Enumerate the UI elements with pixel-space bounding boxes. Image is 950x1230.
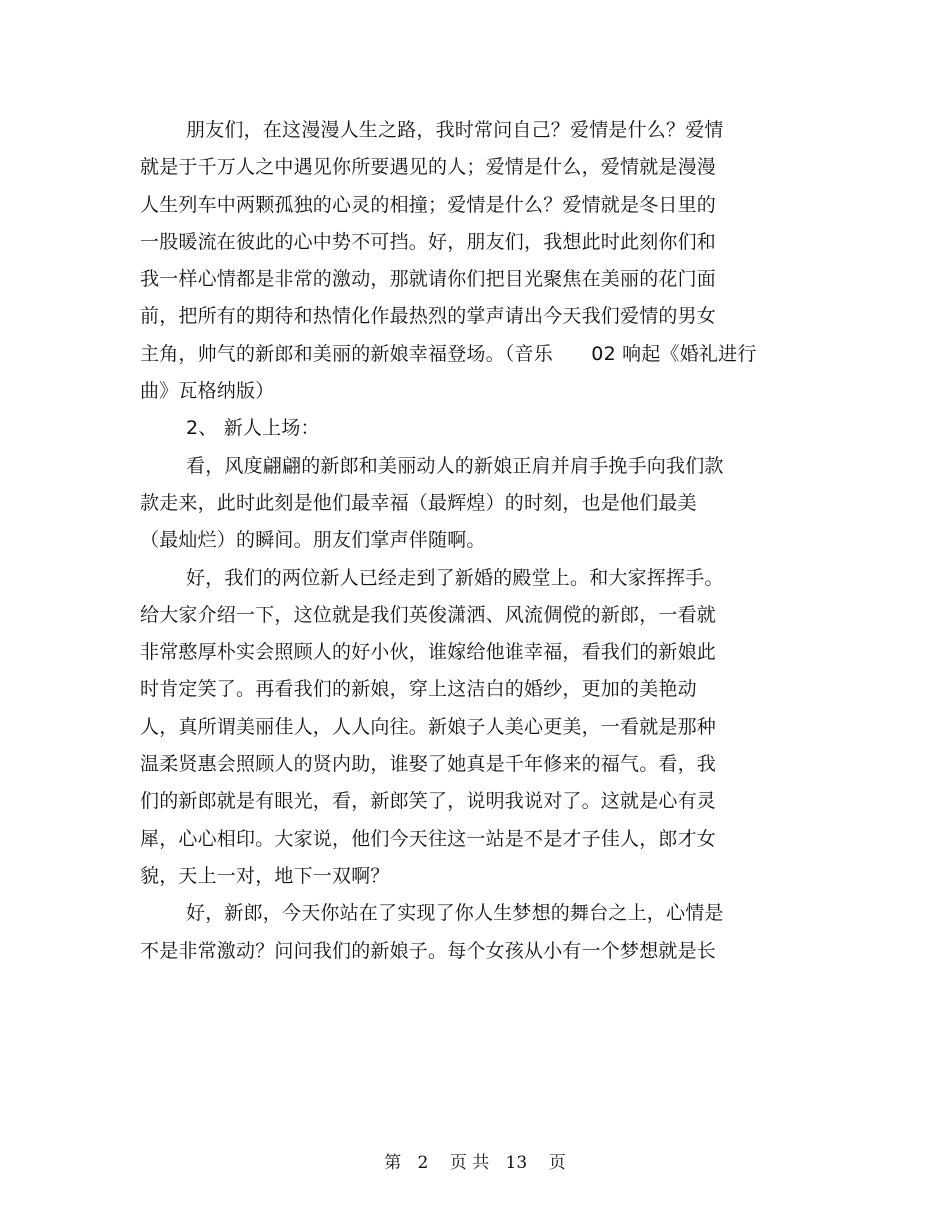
paragraph-line: 就是于千万人之中遇见你所要遇见的人；爱情是什么，爱情就是漫漫 — [140, 156, 717, 179]
page-footer — [0, 1150, 950, 1176]
paragraph-line: （最灿烂）的瞬间。朋友们掌声伴随啊。 — [140, 529, 486, 552]
paragraph-line: 人生列车中两颗孤独的心灵的相撞；爱情是什么？爱情就是冬日里的 — [140, 193, 717, 216]
total-pages-number: 13 — [505, 1153, 528, 1173]
paragraph-line: 看，风度翩翩的新郎和美丽动人的新娘正肩并肩手挽手向我们款 — [186, 454, 724, 477]
page-label-prefix: 第 — [384, 1153, 402, 1173]
paragraph-line: 貌，天上一对，地下一双啊？ — [140, 864, 390, 887]
paragraph-line: 朋友们，在这漫漫人生之路，我时常问自己？爱情是什么？爱情 — [186, 119, 724, 141]
paragraph-line: 温柔贤惠会照顾人的贤内助，谁娶了她真是千年修来的福气。看，我 — [140, 753, 717, 776]
page-label-suffix: 页 — [548, 1153, 566, 1173]
paragraph-line: 主角，帅气的新郎和美丽的新娘幸福登场。（音乐 02 响起《婚礼进行 — [140, 342, 757, 365]
current-page-number: 2 — [417, 1153, 429, 1173]
paragraph-line: 时肯定笑了。再看我们的新娘，穿上这洁白的婚纱，更加的美艳动 — [140, 678, 697, 701]
section-heading: 2、 新人上场： — [186, 417, 320, 440]
paragraph-line: 非常憨厚朴实会照顾人的好小伙，谁嫁给他谁幸福，看我们的新娘此 — [140, 641, 717, 664]
paragraph-line: 我一样心情都是非常的激动，那就请你们把目光聚焦在美丽的花门面 — [140, 268, 717, 291]
paragraph-line: 给大家介绍一下，这位就是我们英俊潇洒、风流倜傥的新郎，一看就 — [140, 603, 717, 626]
paragraph-line: 好，我们的两位新人已经走到了新婚的殿堂上。和大家挥挥手。 — [186, 566, 724, 589]
paragraph-line: 款走来，此时此刻是他们最幸福（最辉煌）的时刻，也是他们最美 — [140, 491, 697, 514]
paragraph-line: 人，真所谓美丽佳人，人人向往。新娘子人美心更美，一看就是那种 — [140, 715, 717, 738]
paragraph-line: 们的新郎就是有眼光，看，新郎笑了，说明我说对了。这就是心有灵 — [140, 790, 717, 813]
paragraph-line: 不是非常激动？问问我们的新娘子。每个女孩从小有一个梦想就是长 — [140, 939, 717, 962]
document-body — [140, 112, 820, 970]
page-label-mid: 页 共 — [449, 1153, 490, 1173]
paragraph-line: 一股暖流在彼此的心中势不可挡。好，朋友们，我想此时此刻你们和 — [140, 230, 717, 253]
paragraph-line: 前，把所有的期待和热情化作最热烈的掌声请出今天我们爱情的男女 — [140, 305, 717, 328]
paragraph-line: 好，新郎，今天你站在了实现了你人生梦想的舞台之上，心情是 — [186, 902, 724, 925]
paragraph-line: 曲》瓦格纳版） — [140, 380, 275, 403]
paragraph-line: 犀，心心相印。大家说，他们今天往这一站是不是才子佳人，郎才女 — [140, 827, 717, 850]
